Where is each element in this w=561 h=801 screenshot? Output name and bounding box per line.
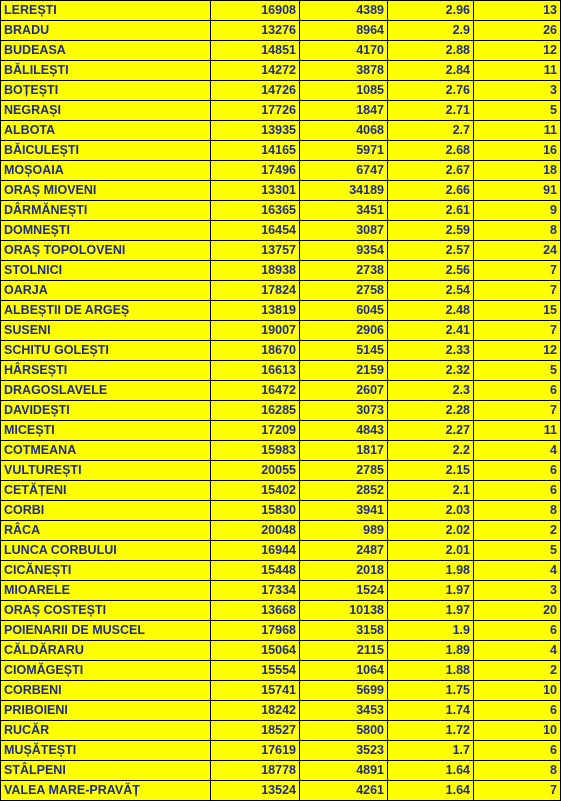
value-cell: 18938 [211, 261, 300, 281]
table-row [1, 81, 561, 101]
value-cell: 3451 [300, 201, 388, 221]
value-cell: 4 [474, 441, 561, 461]
locality-name-cell: POIENARII DE MUSCEL [1, 621, 211, 641]
value-cell: 4843 [300, 421, 388, 441]
value-cell: 14165 [211, 141, 300, 161]
table-row [1, 521, 561, 541]
table-row [1, 101, 561, 121]
value-cell: 13935 [211, 121, 300, 141]
value-cell: 3 [474, 81, 561, 101]
value-cell: 17496 [211, 161, 300, 181]
value-cell: 5 [474, 101, 561, 121]
locality-name-cell: DOMNEȘTI [1, 221, 211, 241]
value-cell: 2.1 [388, 481, 474, 501]
value-cell: 2.28 [388, 401, 474, 421]
table-row [1, 441, 561, 461]
table-row [1, 741, 561, 761]
value-cell: 5 [474, 361, 561, 381]
value-cell: 15402 [211, 481, 300, 501]
table-row [1, 261, 561, 281]
value-cell: 2.71 [388, 101, 474, 121]
value-cell: 2.41 [388, 321, 474, 341]
value-cell: 20048 [211, 521, 300, 541]
locality-name-cell: HÂRSEȘTI [1, 361, 211, 381]
value-cell: 3158 [300, 621, 388, 641]
value-cell: 6 [474, 701, 561, 721]
table-row [1, 581, 561, 601]
locality-name-cell: RUCĂR [1, 721, 211, 741]
value-cell: 1.7 [388, 741, 474, 761]
table-row [1, 301, 561, 321]
value-cell: 16908 [211, 1, 300, 21]
value-cell: 17334 [211, 581, 300, 601]
value-cell: 2.32 [388, 361, 474, 381]
table-row [1, 781, 561, 801]
locality-name-cell: ALBOTA [1, 121, 211, 141]
table-row [1, 241, 561, 261]
value-cell: 17619 [211, 741, 300, 761]
value-cell: 7 [474, 321, 561, 341]
value-cell: 18778 [211, 761, 300, 781]
table-row [1, 601, 561, 621]
value-cell: 1.89 [388, 641, 474, 661]
value-cell: 5800 [300, 721, 388, 741]
table-row [1, 721, 561, 741]
locality-name-cell: MIOARELE [1, 581, 211, 601]
value-cell: 2.56 [388, 261, 474, 281]
locality-name-cell: SCHITU GOLEȘTI [1, 341, 211, 361]
locality-name-cell: MOȘOAIA [1, 161, 211, 181]
locality-name-cell: BĂICULEȘTI [1, 141, 211, 161]
locality-name-cell: DRAGOSLAVELE [1, 381, 211, 401]
value-cell: 6045 [300, 301, 388, 321]
locality-name-cell: ORAȘ TOPOLOVENI [1, 241, 211, 261]
value-cell: 2758 [300, 281, 388, 301]
locality-name-cell: BĂLILEȘTI [1, 61, 211, 81]
value-cell: 34189 [300, 181, 388, 201]
value-cell: 8 [474, 761, 561, 781]
table-row [1, 41, 561, 61]
table-row [1, 641, 561, 661]
table-row [1, 281, 561, 301]
table-row [1, 661, 561, 681]
locality-name-cell: PRIBOIENI [1, 701, 211, 721]
table-row [1, 361, 561, 381]
value-cell: 2.84 [388, 61, 474, 81]
value-cell: 11 [474, 61, 561, 81]
value-cell: 2738 [300, 261, 388, 281]
value-cell: 2.33 [388, 341, 474, 361]
value-cell: 20055 [211, 461, 300, 481]
locality-name-cell: BUDEASA [1, 41, 211, 61]
value-cell: 17824 [211, 281, 300, 301]
value-cell: 2.68 [388, 141, 474, 161]
table-row [1, 761, 561, 781]
value-cell: 3087 [300, 221, 388, 241]
value-cell: 2.76 [388, 81, 474, 101]
value-cell: 12 [474, 41, 561, 61]
value-cell: 4170 [300, 41, 388, 61]
table-row [1, 541, 561, 561]
value-cell: 6 [474, 461, 561, 481]
value-cell: 2.59 [388, 221, 474, 241]
value-cell: 18527 [211, 721, 300, 741]
value-cell: 16613 [211, 361, 300, 381]
table-body [1, 1, 561, 801]
value-cell: 2607 [300, 381, 388, 401]
value-cell: 2852 [300, 481, 388, 501]
value-cell: 2.15 [388, 461, 474, 481]
value-cell: 3878 [300, 61, 388, 81]
value-cell: 9354 [300, 241, 388, 261]
table-row [1, 501, 561, 521]
locality-name-cell: RÂCA [1, 521, 211, 541]
value-cell: 7 [474, 261, 561, 281]
locality-name-cell: CORBENI [1, 681, 211, 701]
table-row [1, 141, 561, 161]
value-cell: 1.64 [388, 781, 474, 801]
value-cell: 24 [474, 241, 561, 261]
table-row [1, 681, 561, 701]
value-cell: 2.57 [388, 241, 474, 261]
value-cell: 18242 [211, 701, 300, 721]
locality-name-cell: LEREȘTI [1, 1, 211, 21]
value-cell: 1064 [300, 661, 388, 681]
value-cell: 2.48 [388, 301, 474, 321]
value-cell: 2487 [300, 541, 388, 561]
value-cell: 5 [474, 541, 561, 561]
value-cell: 4 [474, 641, 561, 661]
value-cell: 13819 [211, 301, 300, 321]
value-cell: 8 [474, 221, 561, 241]
value-cell: 2785 [300, 461, 388, 481]
value-cell: 3941 [300, 501, 388, 521]
value-cell: 17726 [211, 101, 300, 121]
value-cell: 1.97 [388, 581, 474, 601]
table-row [1, 61, 561, 81]
value-cell: 13757 [211, 241, 300, 261]
value-cell: 16454 [211, 221, 300, 241]
value-cell: 2.9 [388, 21, 474, 41]
table-row [1, 1, 561, 21]
value-cell: 6 [474, 381, 561, 401]
locality-name-cell: OARJA [1, 281, 211, 301]
table-row [1, 341, 561, 361]
value-cell: 16944 [211, 541, 300, 561]
value-cell: 15741 [211, 681, 300, 701]
locality-name-cell: COTMEANA [1, 441, 211, 461]
value-cell: 17968 [211, 621, 300, 641]
value-cell: 1085 [300, 81, 388, 101]
table-row [1, 461, 561, 481]
table-row [1, 181, 561, 201]
value-cell: 6 [474, 481, 561, 501]
value-cell: 15983 [211, 441, 300, 461]
value-cell: 1.74 [388, 701, 474, 721]
table-row [1, 321, 561, 341]
locality-name-cell: BRADU [1, 21, 211, 41]
table-row [1, 381, 561, 401]
locality-name-cell: VALEA MARE-PRAVĂȚ [1, 781, 211, 801]
value-cell: 19007 [211, 321, 300, 341]
value-cell: 5971 [300, 141, 388, 161]
value-cell: 6 [474, 621, 561, 641]
value-cell: 17209 [211, 421, 300, 441]
value-cell: 2906 [300, 321, 388, 341]
value-cell: 11 [474, 421, 561, 441]
value-cell: 1.88 [388, 661, 474, 681]
value-cell: 10138 [300, 601, 388, 621]
value-cell: 15064 [211, 641, 300, 661]
locality-name-cell: CIOMĂGEȘTI [1, 661, 211, 681]
value-cell: 2.61 [388, 201, 474, 221]
value-cell: 20 [474, 601, 561, 621]
value-cell: 4 [474, 561, 561, 581]
value-cell: 91 [474, 181, 561, 201]
value-cell: 2.27 [388, 421, 474, 441]
table-row [1, 221, 561, 241]
locality-name-cell: SUSENI [1, 321, 211, 341]
value-cell: 14726 [211, 81, 300, 101]
locality-name-cell: LUNCA CORBULUI [1, 541, 211, 561]
value-cell: 2.03 [388, 501, 474, 521]
value-cell: 1847 [300, 101, 388, 121]
value-cell: 5699 [300, 681, 388, 701]
locality-name-cell: CICĂNEȘTI [1, 561, 211, 581]
value-cell: 8 [474, 501, 561, 521]
value-cell: 18670 [211, 341, 300, 361]
value-cell: 2159 [300, 361, 388, 381]
value-cell: 2 [474, 661, 561, 681]
locality-name-cell: STÂLPENI [1, 761, 211, 781]
value-cell: 7 [474, 781, 561, 801]
value-cell: 13276 [211, 21, 300, 41]
locality-name-cell: MICEȘTI [1, 421, 211, 441]
locality-name-cell: DAVIDEȘTI [1, 401, 211, 421]
value-cell: 7 [474, 401, 561, 421]
value-cell: 12 [474, 341, 561, 361]
table-row [1, 401, 561, 421]
table-row [1, 701, 561, 721]
value-cell: 3523 [300, 741, 388, 761]
value-cell: 18 [474, 161, 561, 181]
value-cell: 2.88 [388, 41, 474, 61]
value-cell: 16472 [211, 381, 300, 401]
locality-name-cell: STOLNICI [1, 261, 211, 281]
value-cell: 14851 [211, 41, 300, 61]
locality-name-cell: DÂRMĂNEȘTI [1, 201, 211, 221]
value-cell: 6747 [300, 161, 388, 181]
value-cell: 11 [474, 121, 561, 141]
value-cell: 5145 [300, 341, 388, 361]
locality-name-cell: ALBEȘTII DE ARGEȘ [1, 301, 211, 321]
value-cell: 1817 [300, 441, 388, 461]
value-cell: 13524 [211, 781, 300, 801]
value-cell: 13668 [211, 601, 300, 621]
locality-name-cell: CETĂȚENI [1, 481, 211, 501]
table-row [1, 481, 561, 501]
locality-name-cell: BOȚEȘTI [1, 81, 211, 101]
value-cell: 3 [474, 581, 561, 601]
table-row [1, 161, 561, 181]
locality-name-cell: CORBI [1, 501, 211, 521]
value-cell: 1.9 [388, 621, 474, 641]
locality-name-cell: MUȘĂTEȘTI [1, 741, 211, 761]
value-cell: 6 [474, 741, 561, 761]
value-cell: 3073 [300, 401, 388, 421]
value-cell: 2.01 [388, 541, 474, 561]
table-row [1, 21, 561, 41]
value-cell: 1.98 [388, 561, 474, 581]
value-cell: 989 [300, 521, 388, 541]
value-cell: 4068 [300, 121, 388, 141]
value-cell: 2.02 [388, 521, 474, 541]
value-cell: 16285 [211, 401, 300, 421]
value-cell: 1.64 [388, 761, 474, 781]
value-cell: 1.97 [388, 601, 474, 621]
value-cell: 1524 [300, 581, 388, 601]
value-cell: 2.66 [388, 181, 474, 201]
value-cell: 8964 [300, 21, 388, 41]
value-cell: 26 [474, 21, 561, 41]
table-row [1, 561, 561, 581]
value-cell: 2115 [300, 641, 388, 661]
value-cell: 16365 [211, 201, 300, 221]
value-cell: 7 [474, 281, 561, 301]
value-cell: 15 [474, 301, 561, 321]
value-cell: 10 [474, 721, 561, 741]
locality-name-cell: VULTUREȘTI [1, 461, 211, 481]
locality-name-cell: ORAȘ COSTEȘTI [1, 601, 211, 621]
value-cell: 16 [474, 141, 561, 161]
value-cell: 15448 [211, 561, 300, 581]
table-row [1, 621, 561, 641]
value-cell: 1.72 [388, 721, 474, 741]
table-row [1, 421, 561, 441]
value-cell: 15830 [211, 501, 300, 521]
value-cell: 2.67 [388, 161, 474, 181]
value-cell: 2.2 [388, 441, 474, 461]
value-cell: 2.96 [388, 1, 474, 21]
table-row [1, 121, 561, 141]
value-cell: 2.3 [388, 381, 474, 401]
value-cell: 3453 [300, 701, 388, 721]
locality-name-cell: CĂLDĂRARU [1, 641, 211, 661]
value-cell: 2.7 [388, 121, 474, 141]
table-row [1, 201, 561, 221]
value-cell: 4891 [300, 761, 388, 781]
value-cell: 13 [474, 1, 561, 21]
value-cell: 15554 [211, 661, 300, 681]
locality-name-cell: NEGRAȘI [1, 101, 211, 121]
locality-name-cell: ORAȘ MIOVENI [1, 181, 211, 201]
value-cell: 2 [474, 521, 561, 541]
value-cell: 1.75 [388, 681, 474, 701]
value-cell: 2018 [300, 561, 388, 581]
value-cell: 13301 [211, 181, 300, 201]
value-cell: 9 [474, 201, 561, 221]
value-cell: 10 [474, 681, 561, 701]
value-cell: 4261 [300, 781, 388, 801]
value-cell: 14272 [211, 61, 300, 81]
value-cell: 4389 [300, 1, 388, 21]
value-cell: 2.54 [388, 281, 474, 301]
